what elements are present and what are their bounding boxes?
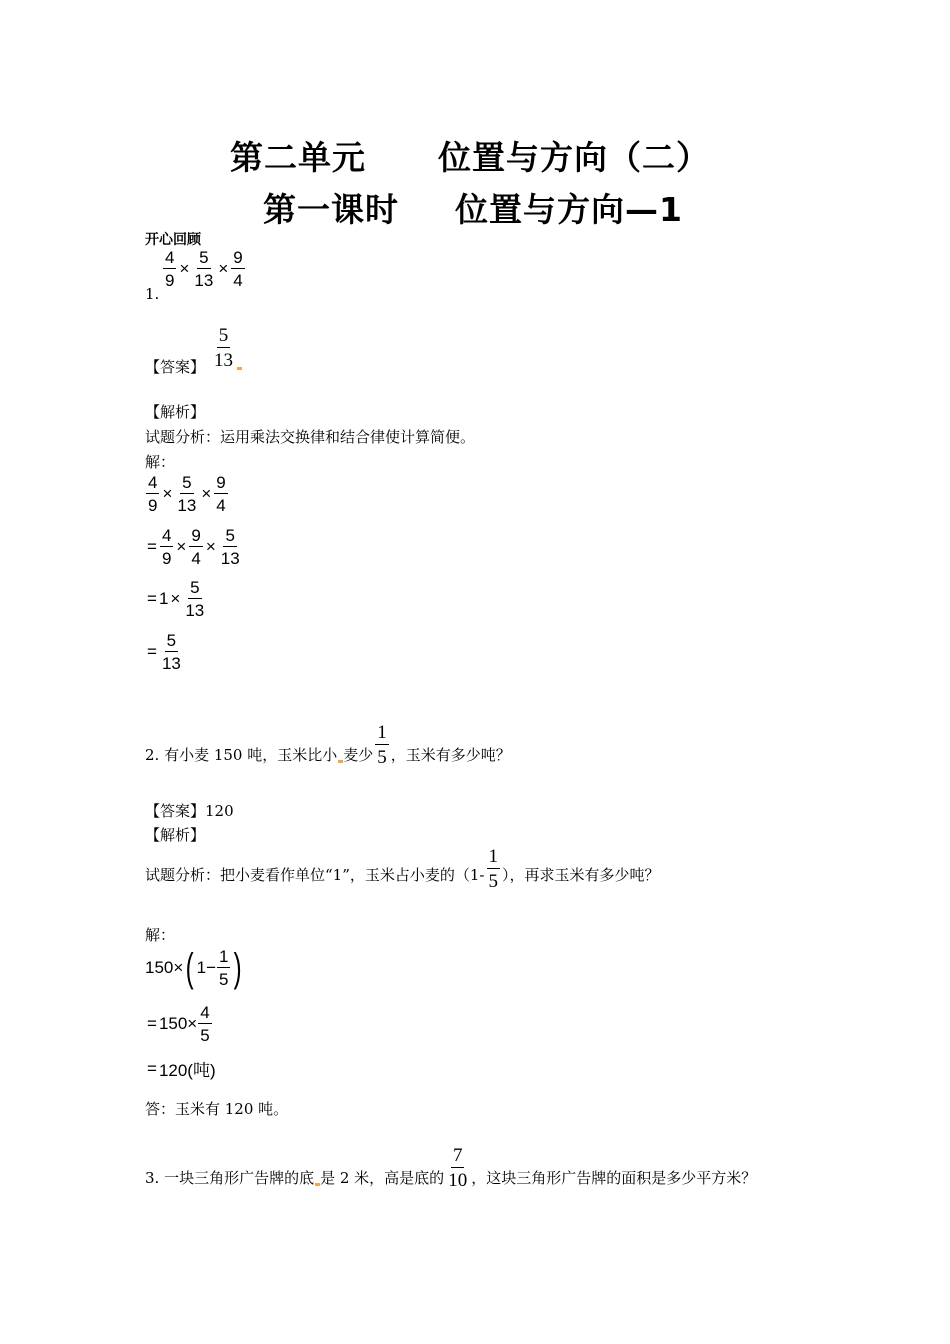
fraction: $\frac{5}{13}$ <box>194 248 214 290</box>
q2-analysis: 试题分析：把小麦看作单位“1”，玉米占小麦的（1- $\frac{1}{5}$ ），再求玉米有多少吨？ <box>145 846 660 892</box>
lesson-title-left: 第一课时 <box>263 190 399 229</box>
q1-step-3: = 1 × $\frac{5}{13}$ <box>147 578 205 620</box>
unit-title-right: 位置与方向（二） <box>438 138 710 177</box>
q2-analysis-label: 【解析】 <box>145 826 206 844</box>
q2-reply: 答：玉米有 120 吨。 <box>145 1100 289 1118</box>
q1-answer-label: 【答案】 <box>145 358 206 376</box>
q1-number: 1. <box>145 285 160 303</box>
section-label: 开心回顾 <box>145 232 201 248</box>
q1-step-2: = $\frac{4}{9}$ × $\frac{9}{4}$ × $\frac{5}{13}$ <box>147 526 240 568</box>
operator: × <box>179 259 190 278</box>
q3-question: 3. 一块三角形广告牌的底 是 2 米，高是底的 $\frac{7}{10}$ ，这块三角形广告牌的面积是多少平方米？ <box>145 1145 757 1191</box>
q2-step-1: 150× ( 1− $\frac{1}{5}$ ) <box>145 946 243 990</box>
q2-answer-label: 【答案】 <box>145 802 206 820</box>
lesson-title <box>263 184 683 231</box>
q1-answer-fraction: $\frac{5}{13}$ <box>211 325 242 370</box>
q2-step-3: = 120(吨) <box>147 1058 216 1080</box>
unit-title <box>230 132 710 179</box>
fraction: $\frac{4}{9}$ <box>165 248 175 290</box>
q1-solution-label: 解： <box>145 453 176 471</box>
q2-step-2: = 150× $\frac{4}{5}$ <box>147 1003 210 1045</box>
q2-answer <box>145 801 234 821</box>
q2-question: 2. 有小麦 150 吨，玉米比小 麦少 $\frac{1}{5}$ ，玉米有多少吨？ <box>145 722 511 768</box>
q2-solution-label: 解： <box>145 926 176 944</box>
q2-answer-value: 120 <box>205 802 234 820</box>
q1-step-4: = $\frac{5}{13}$ <box>147 631 181 673</box>
fraction: $\frac{9}{4}$ <box>233 248 243 290</box>
lesson-title-right: 位置与方向—1 <box>455 190 683 229</box>
q1-analysis-text: 试题分析：运用乘法交换律和结合律使计算简便。 <box>145 428 476 446</box>
q1-step-1: $\frac{4}{9}$ × $\frac{5}{13}$ × $\frac{9}{4}$ <box>148 473 226 515</box>
unit-title-left: 第二单元 <box>230 138 366 177</box>
q1-analysis-label: 【解析】 <box>145 403 206 421</box>
q1-expression <box>162 249 246 289</box>
operator: × <box>218 259 229 278</box>
